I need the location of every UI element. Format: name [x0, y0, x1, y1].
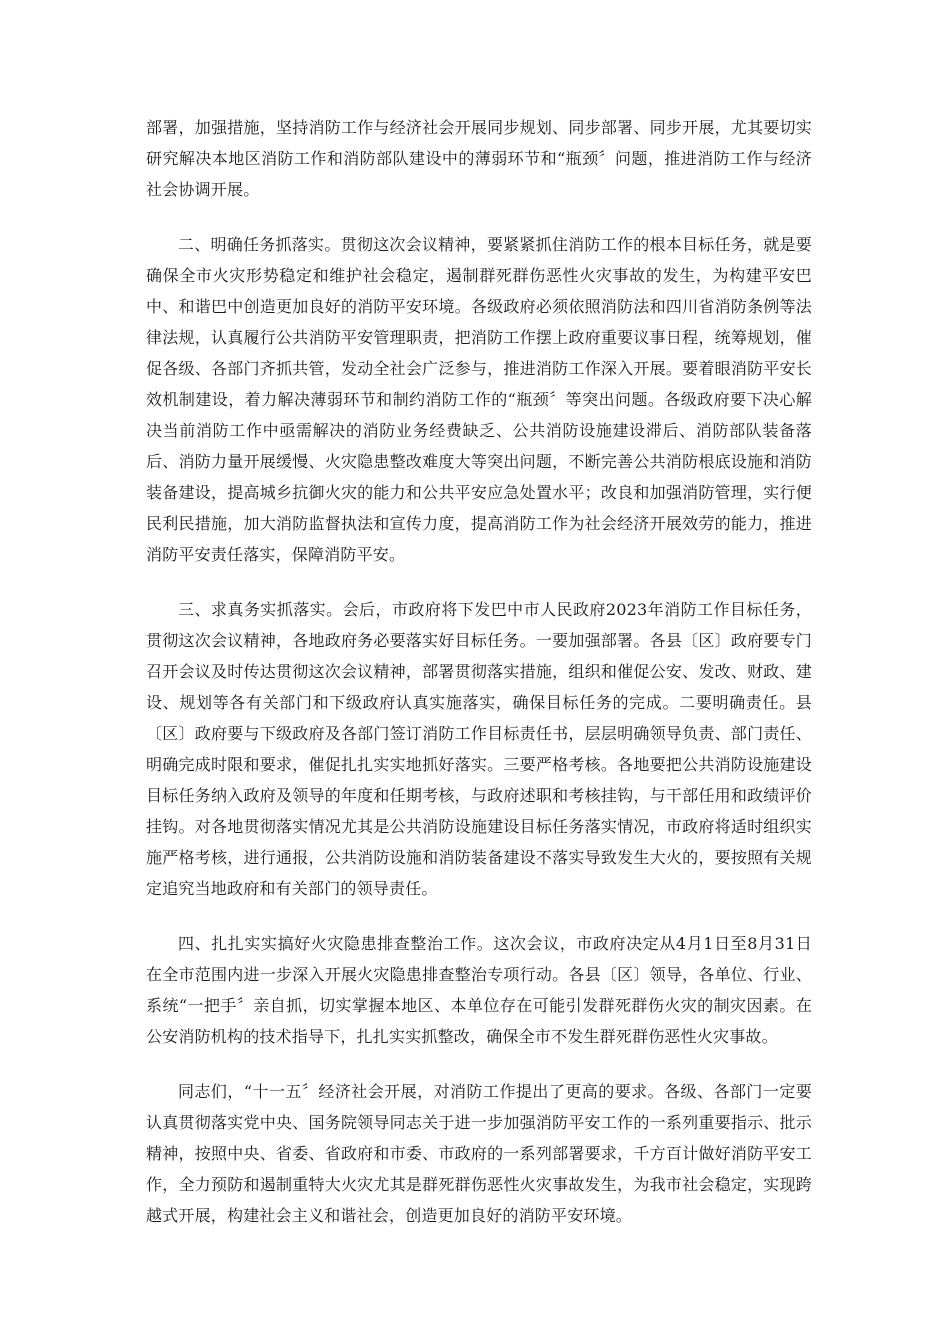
- paragraph-section-four: 四、扎扎实实搞好火灾隐患排查整治工作。这次会议，市政府决定从4月1日至8月31日在全市范围内进一步深入开展火灾隐患排查整治专项行动。各县〔区〕领导，各单位、行业、系统“一把手〞亲自抓，切实掌握本地区、本单位存在可能引发群死群伤火灾的制灾因素。在公安消防机构的技术指导下，扎扎实实抓整改，确保全市不发生群死群伤恶性火灾事故。: [146, 934, 812, 1046]
- paragraph-continuation: 部署，加强措施，坚持消防工作与经济社会开展同步规划、同步部署、同步开展，尤其要切实研究解决本地区消防工作和消防部队建设中的薄弱环节和“瓶颈〞问题，推进消防工作与经济社会协调开展。: [146, 118, 812, 199]
- paragraph-closing: 同志们，“十一五〞经济社会开展，对消防工作提出了更高的要求。各级、各部门一定要认真贯彻落实党中央、国务院领导同志关于进一步加强消防平安工作的一系列重要指示、批示精神，按照中央、省委、省政府和市委、市政府的一系列部署要求，千方百计做好消防平安工作，全力预防和遏制重特大火灾尤其是群死群伤恶性火灾事故发生，为我市社会稳定，实现跨越式开展，构建社会主义和谐社会，创造更加良好的消防平安环境。: [146, 1082, 812, 1225]
- document-page: [146, 112, 812, 1255]
- paragraph-section-three: 三、求真务实抓落实。会后，市政府将下发巴中市人民政府2023年消防工作目标任务，贯彻这次会议精神，各地政府务必要落实好目标任务。一要加强部署。各县〔区〕政府要专门召开会议及时传达贯彻这次会议精神，部署贯彻落实措施，组织和催促公安、发改、财政、建设、规划等各有关部门和下级政府认真实施落实，确保目标任务的完成。二要明确责任。县〔区〕政府要与下级政府及各部门签订消防工作目标责任书，层层明确领导负责、部门责任、明确完成时限和要求，催促扎扎实实地抓好落实。三要严格考核。各地要把公共消防设施建设目标任务纳入政府及领导的年度和任期考核，与政府述职和考核挂钩，与干部任用和政绩评价挂钩。对各地贯彻落实情况尤其是公共消防设施建设目标任务落实情况，市政府将适时组织实施严格考核，进行通报，公共消防设施和消防装备建设不落实导致发生大火的，要按照有关规定追究当地政府和有关部门的领导责任。: [146, 600, 812, 898]
- paragraph-section-two: 二、明确任务抓落实。贯彻这次会议精神，要紧紧抓住消防工作的根本目标任务，就是要确保全市火灾形势稳定和维护社会稳定，遏制群死群伤恶性火灾事故的发生，为构建平安巴中、和谐巴中创造更加良好的消防平安环境。各级政府必须依照消防法和四川省消防条例等法律法规，认真履行公共消防平安管理职责，把消防工作摆上政府重要议事日程，统筹规划，催促各级、各部门齐抓共管，发动全社会广泛参与，推进消防工作深入开展。要着眼消防平安长效机制建设，着力解决薄弱环节和制约消防工作的“瓶颈〞等突出问题。各级政府要下决心解决当前消防工作中亟需解决的消防业务经费缺乏、公共消防设施建设滞后、消防部队装备落后、消防力量开展缓慢、火灾隐患整改难度大等突出问题，不断完善公共消防根底设施和消防装备建设，提高城乡抗御火灾的能力和公共平安应急处置水平；改良和加强消防管理，实行便民利民措施，加大消防监督执法和宣传力度，提高消防工作为社会经济开展效劳的能力，推进消防平安责任落实，保障消防平安。: [146, 235, 812, 564]
